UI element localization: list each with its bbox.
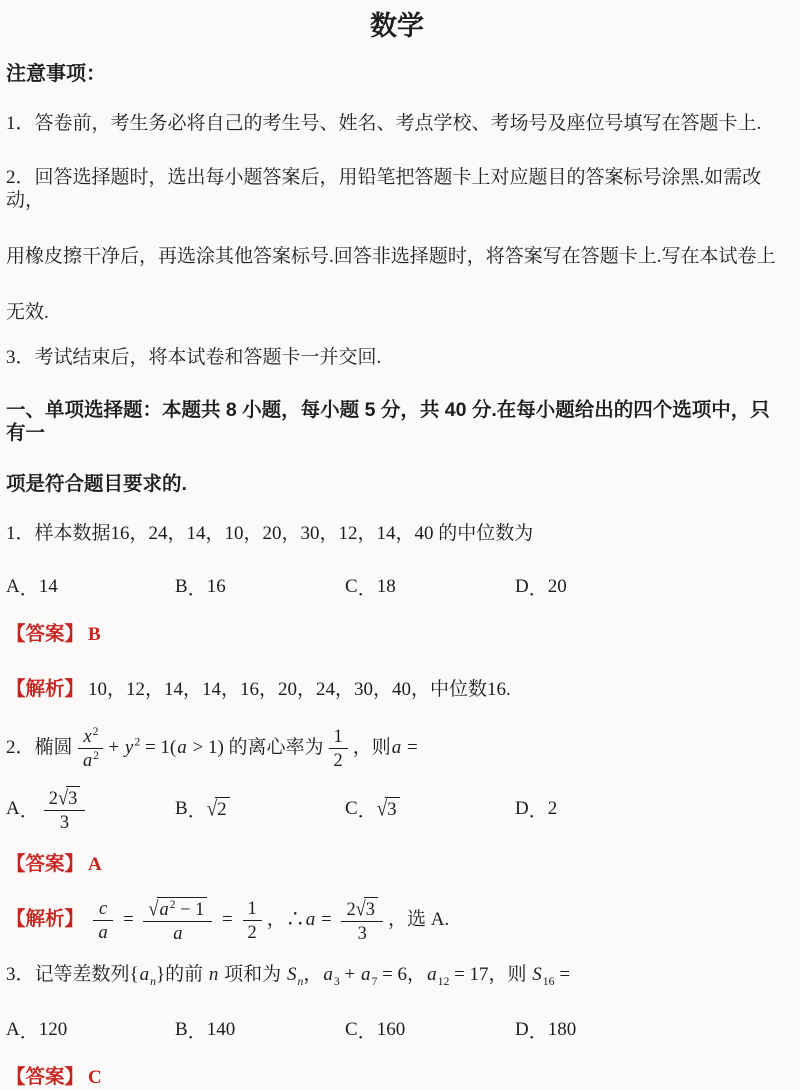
option-label: A: [6, 576, 20, 598]
notice-line-2: 2．回答选择题时，选出每小题答案后，用铅笔把答题卡上对应题目的答案标号涂黑.如需改动，: [6, 167, 762, 212]
fraction: [341, 897, 383, 944]
radical: [148, 899, 207, 919]
question-1-analysis-line: [6, 678, 788, 702]
math-variable: S: [286, 964, 297, 986]
radicand: [157, 897, 208, 920]
answer-value: C: [88, 1066, 102, 1088]
section-header-line-2: 项是符合题目要求的.: [6, 473, 187, 496]
math-variable: a: [427, 964, 437, 986]
math-text: > 1) 的离心率为: [187, 737, 324, 759]
option-value: 160: [376, 1019, 406, 1041]
fraction: [78, 726, 104, 771]
option-label: D: [515, 798, 529, 820]
math-text: 2．椭圆: [6, 737, 73, 759]
math-variable: a: [139, 964, 150, 986]
radical: [58, 788, 80, 808]
notice-line-1: 1．答卷前，考生务必将自己的考生号、姓名、考点学校、考场号及座位号填写在答题卡上.: [6, 112, 762, 134]
fraction: [44, 786, 86, 833]
fraction-denominator: [172, 922, 183, 944]
math-text: 3: [357, 922, 367, 943]
option-separator: ．: [19, 1021, 39, 1043]
analysis-label: 【解析】: [6, 907, 85, 930]
math-text: 的前: [165, 964, 208, 986]
section-header-line-1: 一、单项选择题：本题共 8 小题，每小题 5 分，共 40 分.在每小题给出的四个选项中，只有一: [6, 399, 770, 444]
radical-sign-icon: √: [148, 897, 159, 920]
question-1-answer-line: [6, 623, 788, 647]
subscript: 7: [371, 974, 378, 988]
option-value: 2: [547, 797, 558, 819]
math-variable: a: [159, 898, 169, 919]
question-3-options: [6, 1017, 788, 1044]
subscript: 16: [542, 974, 555, 988]
option-value: 180: [547, 1019, 577, 1041]
fraction-numerator: [329, 726, 348, 749]
math-variable: a: [391, 737, 402, 759]
math-text: ，选 A.: [388, 908, 450, 930]
math-text: ，则: [352, 737, 391, 759]
math-text: {: [129, 964, 139, 986]
question-2-stem: [6, 726, 788, 771]
answer-label: 【答案】: [6, 622, 85, 645]
question-2-options: [6, 786, 788, 833]
option-label: A: [6, 1019, 20, 1041]
math-variable: a: [173, 922, 183, 943]
radicand: [385, 797, 400, 822]
superscript: 2: [134, 735, 141, 749]
fraction: [143, 897, 212, 944]
page-title: 数学: [370, 11, 424, 41]
option-label: D: [515, 576, 529, 598]
question-2-option-a: [6, 786, 175, 833]
fraction: [329, 726, 348, 771]
option-separator: ．: [187, 1021, 207, 1043]
radical-sign-icon: √: [355, 897, 366, 920]
radicand: [364, 897, 378, 920]
math-text: =: [316, 908, 337, 930]
option-label: D: [515, 1019, 529, 1041]
fraction-numerator: [44, 786, 86, 811]
option-value: 18: [376, 575, 396, 597]
fraction-denominator: [82, 749, 99, 771]
math-text: 3: [68, 787, 78, 808]
math-text: +: [108, 737, 124, 759]
math-variable: n: [208, 964, 219, 986]
option-value: [377, 797, 400, 822]
notice-line-3: 用橡皮擦干净后，再选涂其他答案标号.回答非选择题时，将答案写在答题卡上.写在本试卷上: [6, 246, 776, 268]
subscript: 12: [437, 974, 450, 988]
question-3-option-a: [6, 1017, 175, 1044]
fraction-numerator: [78, 726, 104, 749]
option-value: [207, 797, 230, 822]
superscript: 2: [92, 725, 99, 738]
option-value: [39, 786, 91, 833]
math-text: 1: [247, 897, 257, 918]
option-separator: ．: [528, 800, 548, 822]
notice-line-4: 无效.: [6, 301, 49, 323]
radical-sign-icon: √: [206, 797, 218, 821]
radical-sign-icon: √: [376, 797, 388, 821]
option-value: 140: [206, 1019, 236, 1041]
option-separator: ．: [19, 578, 39, 600]
question-2-analysis-line: [6, 897, 788, 944]
math-text: 1: [333, 726, 343, 747]
math-text: = 1(: [140, 737, 177, 759]
option-label: B: [175, 798, 188, 820]
question-2-option-d: [515, 796, 788, 823]
math-text: 3: [365, 898, 376, 919]
option-separator: ．: [528, 1021, 548, 1043]
option-label: B: [175, 576, 188, 598]
math-variable: S: [532, 964, 542, 986]
question-1-options: [6, 574, 788, 601]
notice-line-5: 3．考试结束后，将本试卷和答题卡一并交回.: [6, 346, 382, 368]
option-separator: ．: [187, 578, 207, 600]
math-variable: y: [124, 737, 134, 759]
option-separator: ．: [187, 800, 207, 822]
answer-value: B: [88, 623, 101, 645]
math-variable: a: [360, 964, 371, 986]
question-2-option-b: [175, 796, 345, 823]
fraction-numerator: [341, 897, 383, 922]
question-1-option-c: [345, 574, 515, 601]
fraction-numerator: [143, 897, 212, 922]
question-3-option-b: [175, 1017, 345, 1044]
question-1-option-a: [6, 574, 175, 601]
option-value: 20: [547, 575, 567, 597]
math-variable: a: [177, 737, 187, 759]
option-label: C: [345, 576, 358, 598]
option-label: C: [345, 798, 358, 820]
question-3-option-d: [515, 1017, 788, 1044]
fraction-numerator: [93, 898, 113, 921]
question-3-answer-line: [6, 1066, 788, 1090]
option-value: 16: [206, 575, 226, 597]
math-text: =: [118, 908, 139, 930]
option-label: A: [6, 798, 20, 820]
radical: [356, 899, 378, 919]
math-variable: n: [297, 974, 304, 988]
fraction: [93, 898, 113, 943]
answer-label: 【答案】: [6, 852, 85, 875]
math-variable: n: [150, 974, 157, 988]
math-variable: x: [83, 726, 92, 747]
math-text: ，: [303, 964, 323, 986]
fraction-denominator: [248, 921, 257, 943]
math-variable: a: [83, 750, 93, 771]
superscript: 2: [169, 898, 176, 911]
math-variable: c: [99, 897, 108, 918]
option-separator: ．: [357, 800, 377, 822]
option-label: C: [345, 1019, 358, 1041]
analysis-content: 10，12，14，14，16，20，24，30，40，中位数16.: [88, 679, 511, 701]
option-value: 120: [38, 1019, 68, 1041]
option-separator: ．: [357, 1021, 377, 1043]
math-text: 项和为: [219, 964, 286, 986]
question-3-stem: [6, 964, 788, 987]
radical: [377, 799, 400, 820]
option-separator: ．: [19, 800, 39, 822]
question-3-option-c: [345, 1017, 515, 1044]
question-2-option-c: [345, 796, 515, 823]
fraction-denominator: [60, 811, 69, 833]
math-variable: a: [98, 921, 108, 942]
math-text: 2: [217, 798, 227, 820]
math-text: 3．记等差数列: [6, 964, 130, 986]
radicand: [66, 786, 80, 809]
fraction-denominator: [98, 921, 109, 943]
analysis-label: 【解析】: [6, 678, 85, 701]
math-text: 3: [387, 798, 397, 820]
math-text: ，∴: [266, 908, 305, 930]
math-text: =: [554, 964, 571, 986]
question-2-answer-line: [6, 853, 788, 877]
option-separator: ．: [528, 578, 548, 600]
question-1-stem: 1．样本数据16，24，14，10，20，30，12，14，40 的中位数为: [6, 522, 534, 544]
math-text: 2: [346, 898, 356, 919]
math-text: =: [217, 908, 238, 930]
math-variable: a: [323, 964, 333, 986]
math-text: 2: [333, 750, 343, 771]
option-separator: ．: [357, 578, 377, 600]
answer-value: A: [88, 853, 102, 875]
question-1-option-b: [175, 574, 345, 601]
analysis-content: [84, 897, 450, 943]
math-text: = 6，: [377, 964, 427, 986]
fraction-denominator: [358, 922, 367, 944]
fraction: [243, 898, 262, 943]
radical-sign-icon: √: [57, 786, 69, 809]
math-text: − 1: [175, 898, 205, 919]
fraction-denominator: [334, 749, 343, 771]
option-label: B: [175, 1019, 188, 1041]
math-text: }: [156, 964, 166, 986]
superscript: 2: [93, 750, 99, 763]
notices-heading: 注意事项：: [6, 62, 106, 85]
math-variable: a: [305, 908, 316, 930]
math-text: 2: [247, 921, 257, 942]
fraction-numerator: [243, 898, 262, 921]
math-text: =: [402, 737, 418, 759]
math-text: +: [339, 964, 360, 986]
math-text: 3: [59, 811, 70, 832]
math-text: = 17，则: [449, 964, 532, 986]
radical: [207, 799, 230, 820]
math-text: 2: [48, 787, 58, 808]
option-value: 14: [38, 575, 58, 597]
subscript: 3: [333, 974, 340, 988]
question-1-option-d: [515, 574, 788, 601]
radicand: [215, 797, 230, 822]
answer-label: 【答案】: [6, 1065, 85, 1088]
